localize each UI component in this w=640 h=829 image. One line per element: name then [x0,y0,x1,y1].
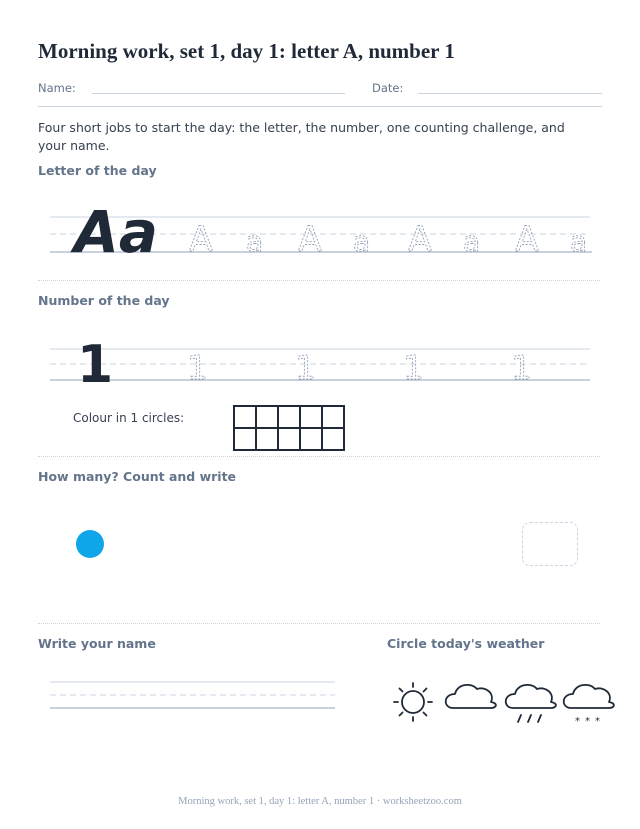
count-section-title: How many? Count and write [38,469,237,484]
section-divider [38,623,600,624]
ten-frame-cell[interactable] [322,428,344,450]
svg-text:*: * [585,716,590,727]
ten-frame-cell[interactable] [256,406,278,428]
count-dot [76,530,104,558]
snowflake-icon [575,716,600,727]
section-divider [38,456,600,457]
number-trace-1[interactable]: 1 [187,348,208,387]
ten-frame-cell[interactable] [278,406,300,428]
letter-practice-row [0,190,640,270]
letter-model: Aa [74,198,159,266]
ten-frame-cell[interactable] [256,428,278,450]
letter-trace-4[interactable]: a [353,225,371,258]
weather-options [385,675,620,735]
letter-trace-3[interactable]: A [298,220,322,260]
section-divider [38,280,600,281]
letter-trace-2[interactable]: a [246,225,264,258]
name-line[interactable] [92,93,345,94]
number-trace-4[interactable]: 1 [511,348,532,387]
cloud-icon[interactable] [446,685,496,708]
page-footer: Morning work, set 1, day 1: letter A, number 1 · worksheetzoo.com [178,796,462,807]
ten-frame-cell[interactable] [322,406,344,428]
date-line[interactable] [418,93,602,94]
letter-trace-5[interactable]: A [408,220,432,260]
snow-icon[interactable] [564,685,614,708]
sun-icon[interactable] [394,683,432,721]
ten-frame-cell[interactable] [300,428,322,450]
ten-frame-cell[interactable] [234,428,256,450]
name-label: Name: [38,81,76,95]
rain-icon[interactable] [506,685,556,722]
number-section-title: Number of the day [38,293,170,308]
name-section-title: Write your name [38,636,156,651]
letter-section-title: Letter of the day [38,163,157,178]
svg-text:*: * [575,716,580,727]
number-trace-3[interactable]: 1 [403,348,424,387]
number-model: 1 [77,335,114,390]
number-trace-2[interactable]: 1 [295,348,316,387]
colour-circles-label: Colour in 1 circles: [73,411,185,425]
svg-text:*: * [595,716,600,727]
ten-frame-cell[interactable] [300,406,322,428]
worksheet-title: Morning work, set 1, day 1: letter A, number 1 [38,39,455,63]
count-answer-box[interactable] [522,522,578,566]
date-label: Date: [372,81,404,95]
header-divider [38,106,602,107]
letter-trace-7[interactable]: A [515,220,539,260]
letter-trace-6[interactable]: a [463,225,481,258]
letter-trace-8[interactable]: a [570,225,588,258]
letter-trace-1[interactable]: A [189,220,213,260]
ten-frame [233,405,345,451]
number-practice-row [0,330,640,390]
weather-section-title: Circle today's weather [387,636,545,651]
ten-frame-cell[interactable] [278,428,300,450]
ten-frame-cell[interactable] [234,406,256,428]
name-writing-lines[interactable] [0,675,360,715]
intro-text: Four short jobs to start the day: the letter, the number, one counting challenge, and your name. [38,120,565,153]
